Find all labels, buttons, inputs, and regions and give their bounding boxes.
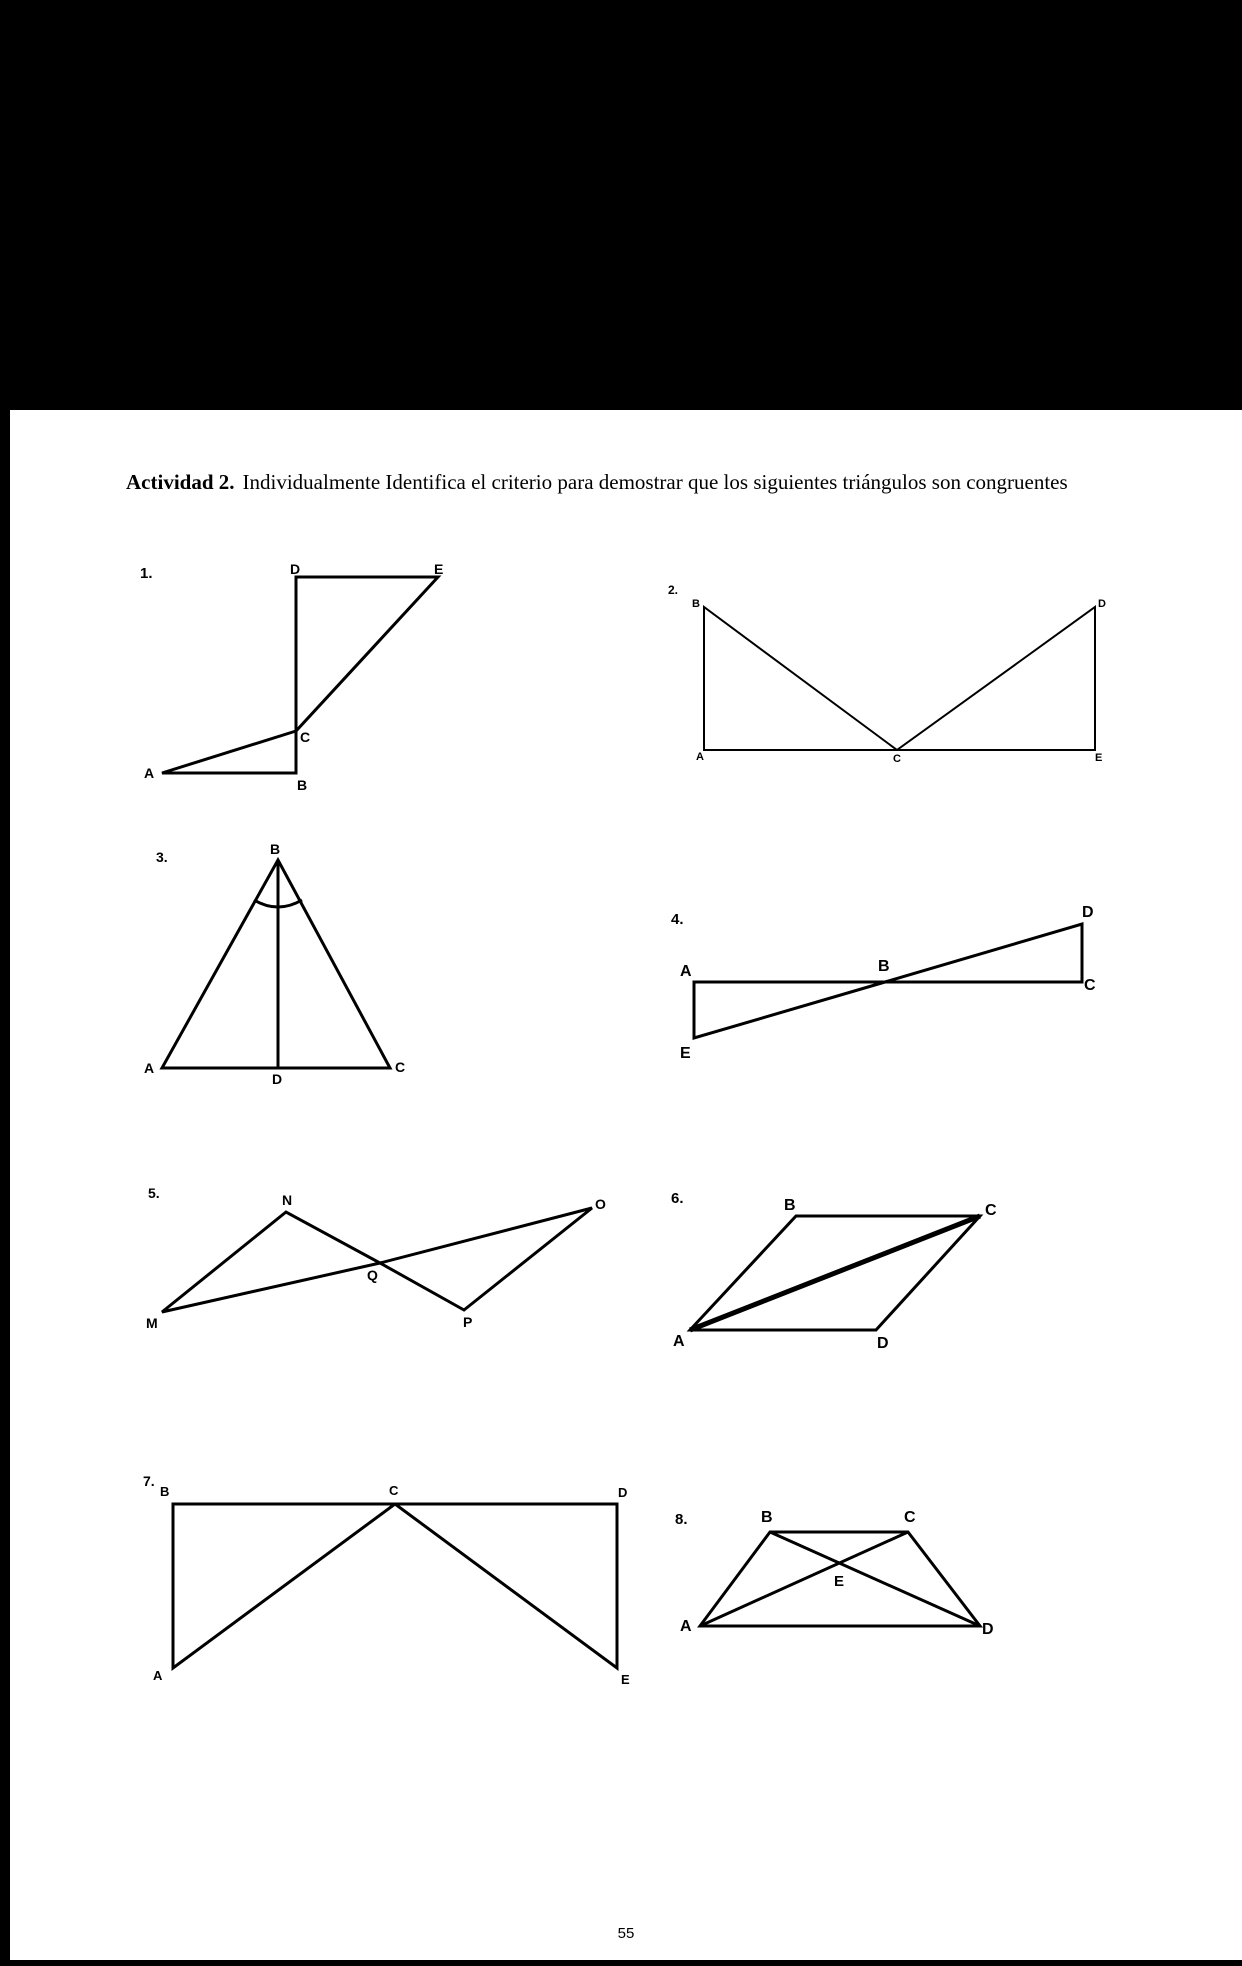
vertex-label: A [153, 1668, 163, 1683]
figure-number: 8. [675, 1511, 688, 1528]
vertex-label: B [878, 958, 890, 975]
vertex-label: A [673, 1333, 685, 1350]
vertex-label: Q [367, 1267, 378, 1283]
vertex-label: B [692, 598, 700, 610]
vertex-label: A [144, 765, 155, 781]
vertex-label: A [680, 1618, 692, 1635]
vertex-label: B [297, 777, 308, 793]
vertex-label: P [463, 1314, 473, 1330]
figure-8 [675, 1509, 994, 1638]
figure-2 [668, 583, 1106, 765]
triangle-abc [704, 607, 897, 750]
figure-3 [144, 841, 405, 1087]
vertex-label: E [834, 1573, 845, 1590]
vertex-label: D [290, 561, 301, 577]
vertex-label: M [146, 1315, 158, 1331]
vertex-label: E [1095, 752, 1103, 764]
vertex-label: B [160, 1484, 170, 1499]
vertex-label: E [434, 561, 444, 577]
triangle-abc [162, 860, 390, 1068]
vertex-label: C [300, 729, 311, 745]
vertex-label: D [272, 1071, 283, 1087]
vertex-label: D [982, 1621, 994, 1638]
vertex-label: N [282, 1192, 293, 1208]
figure-4 [671, 904, 1096, 1062]
diagonal-ac [690, 1216, 980, 1330]
vertex-label: E [680, 1045, 691, 1062]
figure-number: 3. [156, 849, 168, 865]
vertex-label: C [985, 1202, 997, 1219]
vertex-label: E [621, 1672, 630, 1687]
figure-number: 5. [148, 1185, 160, 1201]
vertex-label: C [1084, 977, 1096, 994]
vertex-label: C [893, 753, 901, 765]
vertex-label: O [595, 1196, 606, 1212]
triangle-cde [395, 1504, 617, 1668]
vertex-label: D [877, 1335, 889, 1352]
figure-number: 1. [140, 565, 153, 582]
vertex-label: A [680, 963, 692, 980]
vertex-label: D [1098, 598, 1106, 610]
vertex-label: C [395, 1059, 406, 1075]
vertex-label: B [761, 1509, 773, 1526]
page-number: 55 [617, 1925, 635, 1942]
figure-number: 7. [143, 1473, 155, 1489]
figures-canvas [10, 410, 1242, 1960]
activity-instruction: Individualmente Identifica el criterio para demostrar que los siguientes triángulos son congruentes [242, 470, 1068, 494]
activity-title: Actividad 2. [126, 470, 235, 494]
figure-number: 2. [668, 583, 679, 597]
triangle-bcd [885, 924, 1082, 982]
triangle-qop [380, 1208, 592, 1310]
vertex-label: B [270, 841, 281, 857]
figure-1 [140, 561, 443, 793]
figure-number: 4. [671, 911, 684, 928]
vertex-label: C [904, 1509, 916, 1526]
triangle-mnq [162, 1212, 380, 1312]
vertex-label: C [389, 1483, 399, 1498]
vertex-label: D [1082, 904, 1094, 921]
triangle-abc [162, 731, 296, 773]
triangle-cde [897, 607, 1095, 750]
vertex-label: A [696, 751, 704, 763]
figure-6 [671, 1190, 997, 1352]
vertex-label: A [144, 1060, 155, 1076]
figure-7 [143, 1473, 630, 1687]
vertex-label: B [784, 1197, 796, 1214]
figure-5 [146, 1185, 606, 1331]
triangle-abe [694, 982, 885, 1038]
figure-number: 6. [671, 1190, 684, 1207]
vertex-label: D [618, 1485, 628, 1500]
document-page [10, 410, 1242, 1960]
triangle-abc [173, 1504, 395, 1668]
triangle-dec [296, 577, 438, 731]
